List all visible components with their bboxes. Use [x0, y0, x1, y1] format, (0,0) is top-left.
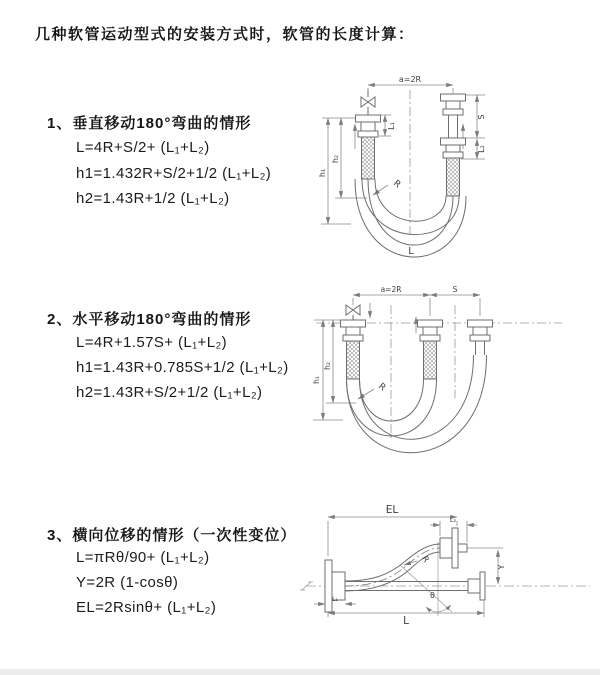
section3-formula-L: L=πRθ/90+ (L₁+L₂) — [76, 549, 210, 566]
hose-u-bends — [347, 355, 487, 453]
section2-formula-h2: h2=1.43R+S/2+1/2 (L₁+L₂) — [76, 384, 263, 401]
dim-label-a2r: a=2R — [398, 75, 422, 84]
hose-displaced-position — [345, 544, 440, 591]
right-flange-upper — [440, 528, 467, 568]
section3-heading: 3、横向位移的情形（一次性变位） — [47, 527, 297, 544]
dim-label-l1: L₁ — [387, 122, 396, 130]
left-fitting — [356, 115, 381, 137]
dim-label-l1: L₁ — [332, 596, 338, 603]
braid-leg1 — [347, 341, 360, 379]
dim-label-h1: h₁ — [318, 168, 327, 178]
section1-formula-h2: h2=1.43R+1/2 (L₁+L₂) — [76, 190, 230, 207]
pipe-leg3 — [476, 341, 485, 355]
dimension-lines — [314, 517, 503, 617]
angle-arc — [426, 605, 451, 612]
diagram-horizontal-180-bend — [298, 283, 580, 478]
hose-assembly — [341, 305, 493, 453]
dim-label-a2r: a=2R — [380, 285, 402, 294]
dim-label-theta: θ — [430, 591, 435, 600]
diagram3-labels — [332, 504, 506, 627]
dim-label-y: Y — [497, 564, 506, 570]
section2-formula-h1: h1=1.43R+0.785S+1/2 (L₁+L₂) — [76, 359, 289, 376]
page-title: 几种软管运动型式的安装方式时，软管的长度计算： — [35, 26, 415, 43]
page-edge-strip — [0, 669, 600, 675]
hose-assembly — [355, 90, 466, 257]
fitting-leg2 — [418, 320, 443, 341]
dim-label-l: L — [408, 246, 414, 257]
section2-formula-L: L=4R+1.57S+ (L₁+L₂) — [76, 334, 228, 351]
diagram-vertical-180-bend — [305, 72, 575, 262]
right-fitting-lower — [441, 138, 466, 158]
valve-icon — [346, 305, 360, 315]
braid-leg2 — [424, 341, 437, 379]
section1-heading: 1、垂直移动180°弯曲的情形 — [47, 115, 252, 132]
dim-label-r: R — [391, 178, 403, 191]
right-braid — [447, 158, 460, 196]
dim-label-r: R — [376, 381, 388, 394]
fitting-leg3 — [468, 320, 493, 341]
section3-formula-Y: Y=2R (1-cosθ) — [76, 574, 179, 591]
fitting-leg1 — [341, 320, 366, 341]
dim-label-s: S — [452, 285, 458, 294]
dim-label-el: EL — [385, 504, 399, 516]
left-braid — [362, 137, 375, 179]
diagram-lateral-displacement — [300, 500, 595, 652]
dim-label-s: S — [477, 114, 486, 120]
section1-formula-L: L=4R+S/2+ (L₁+L₂) — [76, 139, 210, 156]
section3-formula-EL: EL=2Rsinθ+ (L₁+L₂) — [76, 599, 217, 616]
right-flange-lower — [468, 572, 485, 600]
right-fitting-upper — [441, 94, 466, 115]
dim-label-l2: L₂ — [449, 516, 457, 524]
diagram1-labels — [318, 75, 486, 257]
hose-assembly — [325, 528, 485, 612]
dim-label-r: R — [420, 554, 431, 564]
dim-label-h2: h₂ — [331, 154, 340, 164]
valve-icon — [361, 97, 375, 107]
left-flange — [325, 560, 345, 612]
section2-heading: 2、水平移动180°弯曲的情形 — [47, 311, 252, 328]
dim-label-l: L — [403, 615, 409, 627]
section1-formula-h1: h1=1.432R+S/2+1/2 (L₁+L₂) — [76, 165, 272, 182]
dim-label-h1: h₁ — [312, 376, 321, 384]
dim-label-h2: h₂ — [323, 362, 332, 370]
dim-label-l2: L₂ — [477, 145, 486, 153]
